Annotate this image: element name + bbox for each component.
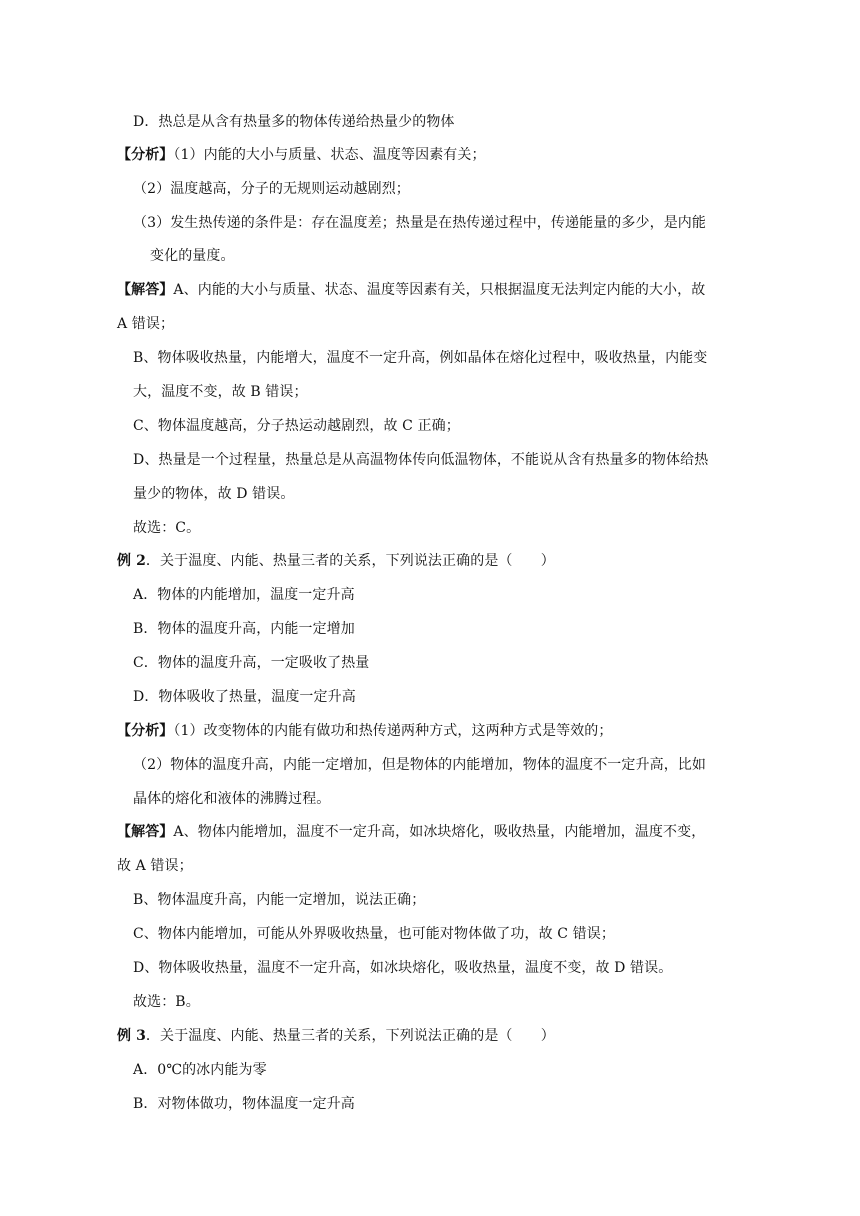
option-b-line: B．对物体做功，物体温度一定升高 [133,1096,355,1112]
choice-result: 故选：B。 [133,994,200,1010]
option-b-line: B．物体的温度升高，内能一定增加 [133,621,355,637]
answer-continuation: 量少的物体，故 D 错误。 [133,486,295,502]
answer-item: C、物体内能增加，可能从外界吸收热量，也可能对物体做了功，故 C 错误； [133,926,615,942]
analysis-line: 【分析】（1）内能的大小与质量、状态、温度等因素有关； [117,147,486,163]
answer-line: 【解答】A、内能的大小与质量、状态、温度等因素有关，只根据温度无法判定内能的大小，故 [117,282,706,298]
answer-continuation: 故 A 错误； [117,858,193,874]
example-3-question: 例 3．关于温度、内能、热量三者的关系，下列说法正确的是（ ） [117,1028,555,1044]
answer-continuation: A 错误； [117,316,175,332]
analysis-continuation: 变化的量度。 [150,248,235,264]
analysis-point: （2）温度越高，分子的无规则运动越剧烈； [133,181,410,197]
option-d-line: D．物体吸收了热量，温度一定升高 [133,689,356,705]
option-a-line: A．0℃的冰内能为零 [133,1062,267,1078]
example-2-question: 例 2．关于温度、内能、热量三者的关系，下列说法正确的是（ ） [117,553,555,569]
answer-item: D、物体吸收热量，温度不一定升高，如冰块熔化，吸收热量，温度不变，故 D 错误。 [133,960,673,976]
option-d-line: D．热总是从含有热量多的物体传递给热量少的物体 [133,114,455,130]
option-a-line: A．物体的内能增加，温度一定升高 [133,587,355,603]
answer-continuation: 大，温度不变，故 B 错误； [133,384,308,400]
answer-item: B、物体吸收热量，内能增大，温度不一定升高，例如晶体在熔化过程中，吸收热量，内能变 [133,350,708,366]
analysis-point: （3）发生热传递的条件是：存在温度差；热量是在热传递过程中，传递能量的多少，是内能 [133,215,707,231]
answer-line: 【解答】A、物体内能增加，温度不一定升高，如冰块熔化，吸收热量，内能增加，温度不变， [117,824,706,840]
answer-item: C、物体温度越高，分子热运动越剧烈，故 C 正确； [133,418,460,434]
analysis-continuation: 晶体的熔化和液体的沸腾过程。 [133,791,331,807]
choice-result: 故选：C。 [133,520,201,536]
option-c-line: C．物体的温度升高，一定吸收了热量 [133,655,370,671]
answer-item: B、物体温度升高，内能一定增加，说法正确； [133,892,426,908]
answer-item: D、热量是一个过程量，热量总是从高温物体传向低温物体，不能说从含有热量多的物体给热 [133,452,709,468]
analysis-point: （2）物体的温度升高，内能一定增加，但是物体的内能增加，物体的温度不一定升高，比如 [133,757,707,773]
analysis-line: 【分析】（1）改变物体的内能有做功和热传递两种方式，这两种方式是等效的； [117,723,613,739]
